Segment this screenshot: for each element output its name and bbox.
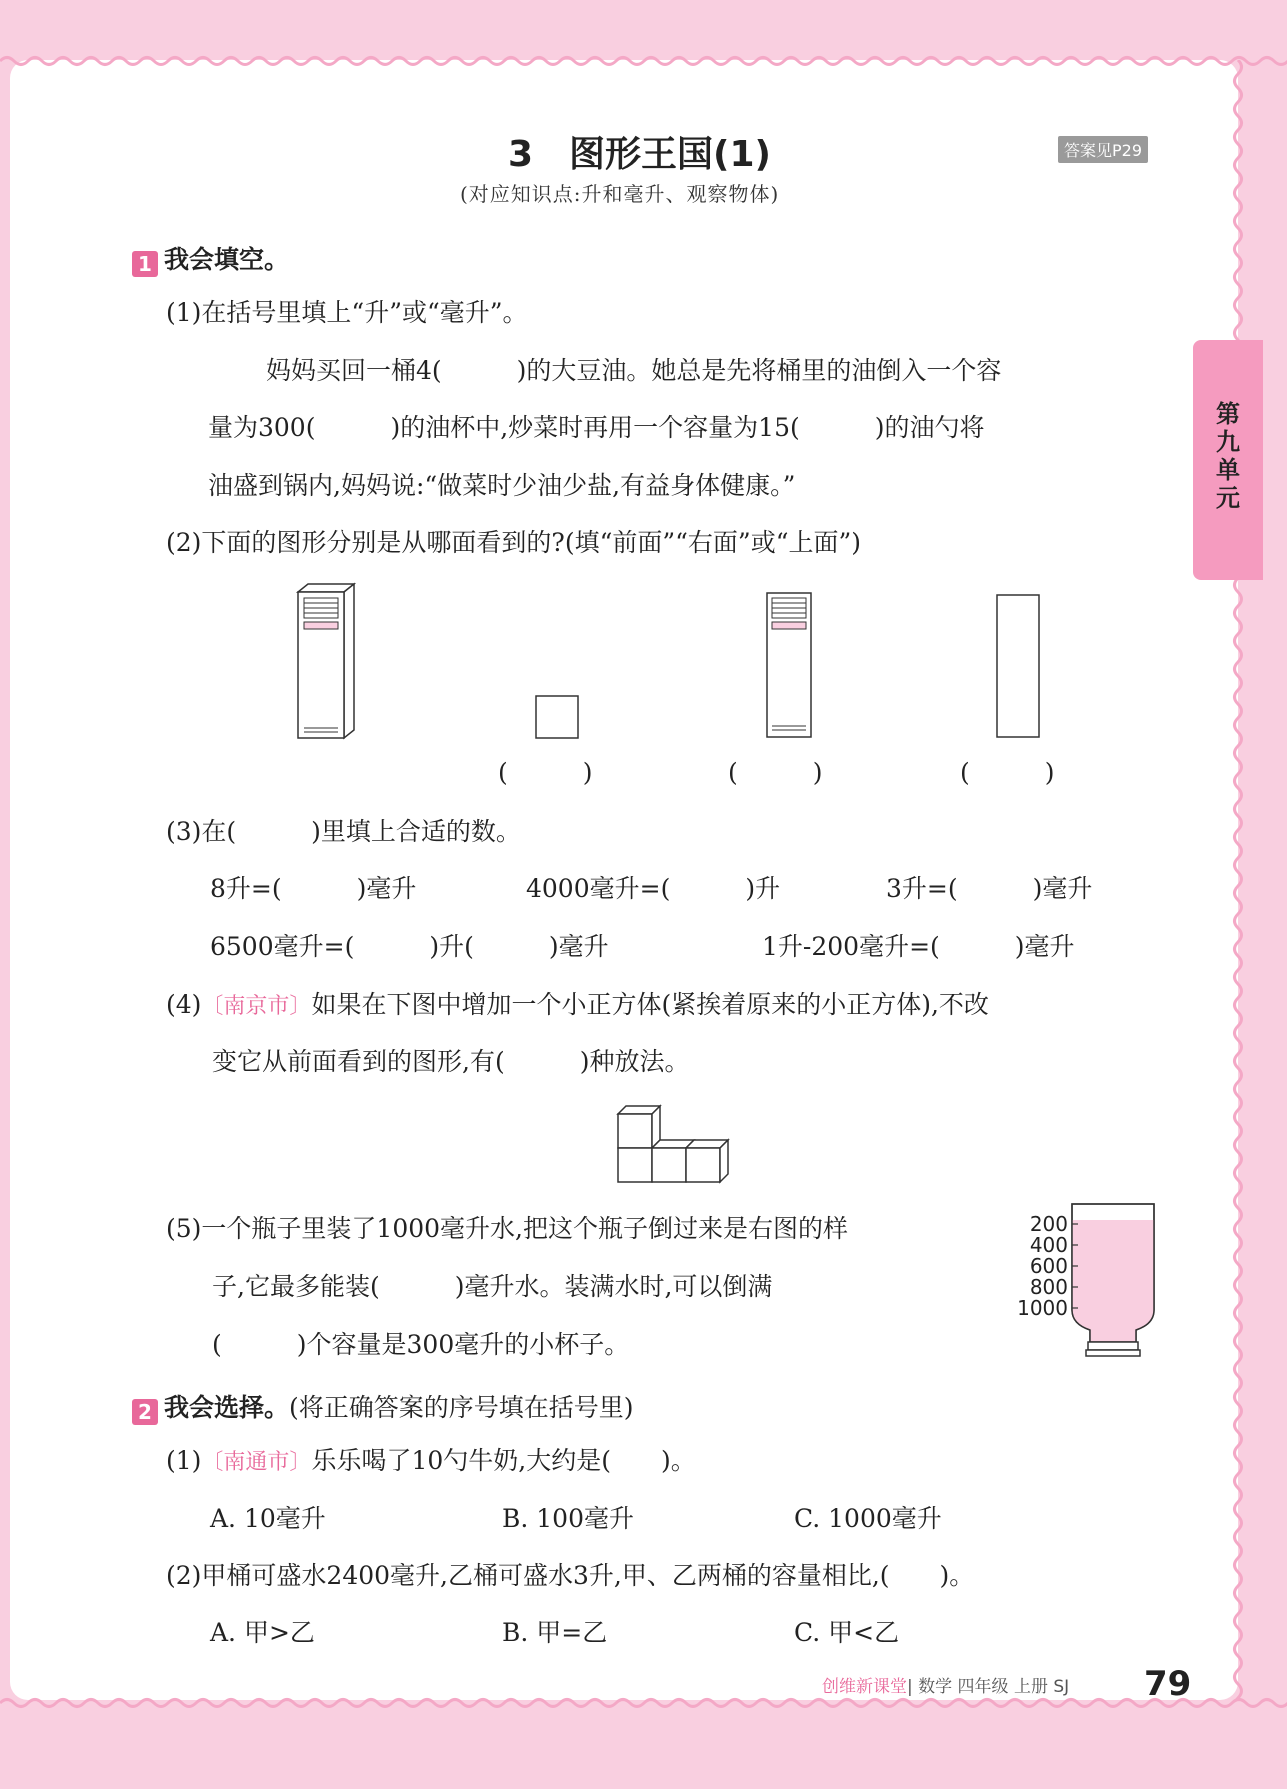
q4-line-1	[166, 990, 989, 1022]
section-2-number: 2	[132, 1399, 158, 1425]
q3-title: (3)在( )里填上合适的数。	[166, 817, 521, 846]
unit-tab-char: 九	[1216, 428, 1240, 456]
air-conditioner-3d-figure	[290, 582, 360, 740]
s2-q2-option-b[interactable]: B. 甲=乙	[502, 1618, 608, 1647]
unit-tab	[1193, 340, 1263, 580]
side-view-rectangle-figure	[994, 592, 1042, 740]
q4-text: 如果在下图中增加一个小正方体(紧挨着原来的小正方体),不改	[311, 990, 989, 1019]
bottle-scale-label: 1000	[1017, 1296, 1068, 1320]
footer	[822, 1672, 1069, 1697]
q1-line-3: 油盛到锅内,妈妈说:“做菜时少油少盐,有益身体健康。”	[208, 471, 796, 500]
q4-line-2: 变它从前面看到的图形,有( )种放法。	[212, 1047, 690, 1076]
cube-stack-figure	[608, 1102, 730, 1188]
unit-tab-char: 元	[1216, 484, 1240, 512]
footer-info: | 数学 四年级 上册 SJ	[907, 1677, 1070, 1697]
q3-item-1[interactable]: 8升=( )毫升	[210, 874, 417, 903]
s2-q1-prefix: (1)	[166, 1446, 202, 1475]
q5-line-2: 子,它最多能装( )毫升水。装满水时,可以倒满	[212, 1272, 773, 1301]
q2-blank-1[interactable]: ( )	[498, 758, 593, 787]
front-view-figure	[764, 590, 814, 740]
section-1-title: 我会填空。	[164, 245, 290, 274]
wavy-border-top	[0, 48, 1287, 74]
s2-q1-source-tag: 〔南通市〕	[201, 1450, 312, 1475]
q3-item-5[interactable]: 1升-200毫升=( )毫升	[762, 932, 1075, 961]
q2-blank-2[interactable]: ( )	[728, 758, 823, 787]
q4-source-tag: 〔南京市〕	[201, 994, 312, 1019]
q2-title: (2)下面的图形分别是从哪面看到的?(填“前面”“右面”或“上面”)	[166, 528, 862, 557]
q3-item-4[interactable]: 6500毫升=( )升( )毫升	[210, 932, 609, 961]
bottle-scale-labels	[1016, 1214, 1068, 1319]
section-2-heading	[132, 1388, 634, 1425]
top-view-square-figure	[534, 694, 580, 740]
s2-q2-option-c[interactable]: C. 甲<乙	[794, 1618, 900, 1647]
bottle-scale-label: 600	[1029, 1254, 1068, 1278]
s2-q1-option-c[interactable]: C. 1000毫升	[794, 1504, 942, 1533]
answer-reference-badge: 答案见P29	[1058, 136, 1148, 163]
q4-prefix: (4)	[166, 990, 202, 1019]
q5-line-1: (5)一个瓶子里装了1000毫升水,把这个瓶子倒过来是右图的样	[166, 1214, 848, 1243]
section-2-title: 我会选择。	[164, 1393, 290, 1422]
s2-q2-text: (2)甲桶可盛水2400毫升,乙桶可盛水3升,甲、乙两桶的容量相比,( )。	[166, 1561, 975, 1590]
page-subtitle: (对应知识点:升和毫升、观察物体)	[460, 182, 780, 206]
q3-item-2[interactable]: 4000毫升=( )升	[526, 874, 781, 903]
bottle-scale-label: 800	[1029, 1275, 1068, 1299]
inverted-bottle-figure	[1068, 1200, 1158, 1358]
bottle-scale-label: 400	[1029, 1233, 1068, 1257]
unit-tab-char: 第	[1216, 400, 1240, 428]
unit-tab-char: 单	[1216, 456, 1240, 484]
s2-q1-option-b[interactable]: B. 100毫升	[502, 1504, 634, 1533]
page-title: 3 图形王国(1)	[508, 134, 772, 175]
section-2-note: (将正确答案的序号填在括号里)	[289, 1393, 634, 1422]
s2-q1-option-a[interactable]: A. 10毫升	[210, 1504, 326, 1533]
q3-item-3[interactable]: 3升=( )毫升	[886, 874, 1093, 903]
q1-line-1: 妈妈买回一桶4( )的大豆油。她总是先将桶里的油倒入一个容	[266, 356, 1002, 385]
s2-q2-option-a[interactable]: A. 甲>乙	[210, 1618, 315, 1647]
s2-q1-line	[166, 1446, 696, 1478]
page-number: 79	[1144, 1664, 1192, 1704]
wavy-border-bottom	[0, 1690, 1287, 1716]
q1-title: (1)在括号里填上“升”或“毫升”。	[166, 298, 528, 327]
section-1-number: 1	[132, 251, 158, 277]
q2-blank-3[interactable]: ( )	[960, 758, 1055, 787]
section-1-heading	[132, 240, 289, 277]
footer-brand: 创维新课堂	[822, 1677, 907, 1697]
s2-q1-text: 乐乐喝了10勺牛奶,大约是( )。	[311, 1446, 696, 1475]
bottle-scale-label: 200	[1029, 1212, 1068, 1236]
wavy-border-right	[1225, 60, 1251, 1700]
q5-line-3: ( )个容量是300毫升的小杯子。	[212, 1330, 630, 1359]
q1-line-2: 量为300( )的油杯中,炒菜时再用一个容量为15( )的油勺将	[208, 413, 985, 442]
